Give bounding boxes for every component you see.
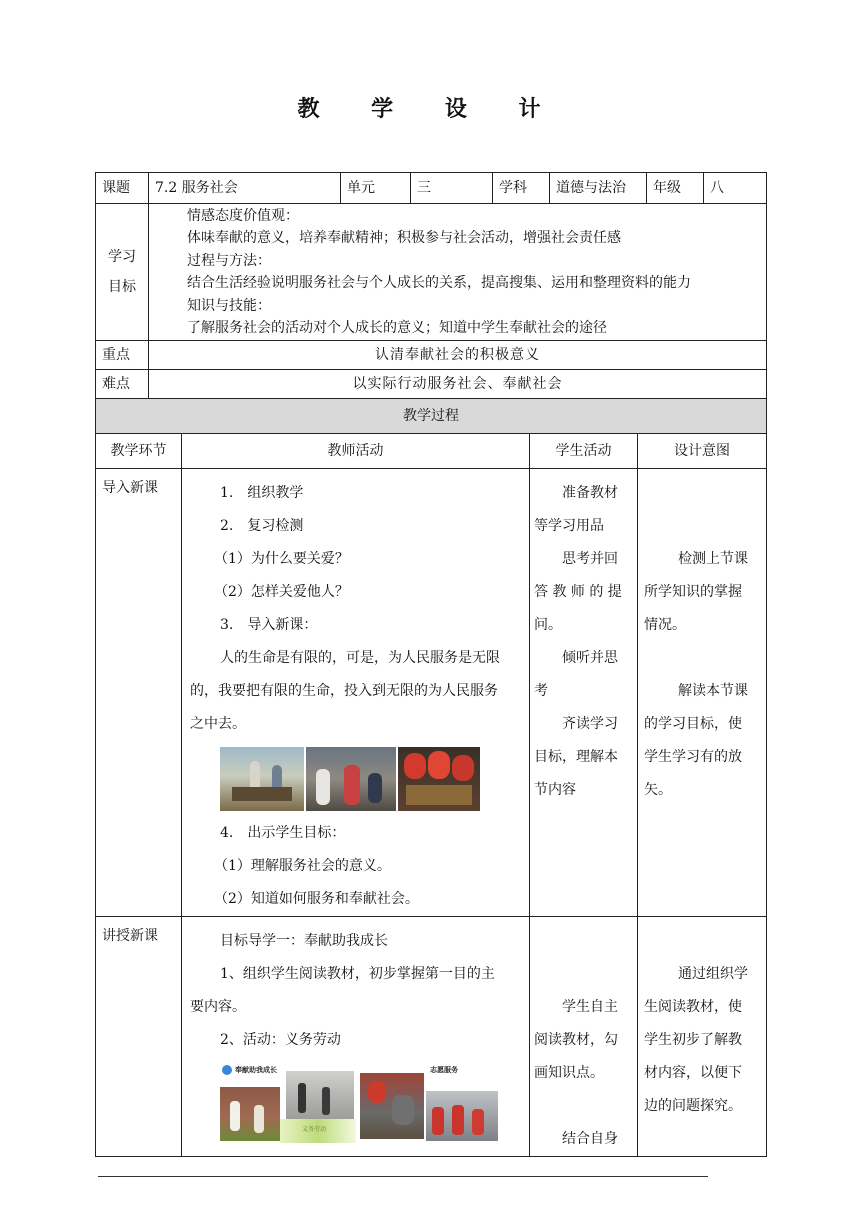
photo-subway-volunteers	[426, 1091, 498, 1141]
unit-label: 单元	[341, 173, 411, 204]
collage-caption-3: 义务劳动	[302, 1126, 327, 1133]
intent-line	[644, 925, 762, 958]
teacher-item: 4. 出示学生目标：	[220, 825, 346, 841]
difficulty-value: 以实际行动服务社会、奉献社会	[149, 370, 767, 399]
student-line: 学生自主	[562, 999, 618, 1015]
objective-line: 结合生活经验说明服务社会与个人成长的关系，提高搜集、运用和整理资料的能力	[187, 275, 691, 291]
intent-line: 所学知识的掌握	[644, 584, 742, 600]
blue-dot-icon	[222, 1065, 232, 1075]
stage-new-lesson: 讲授新课	[96, 917, 182, 1157]
teacher-activity-intro	[182, 469, 530, 917]
student-line	[534, 958, 633, 991]
subject-value: 道德与法治	[550, 173, 647, 204]
col-intent-header: 设计意图	[638, 434, 767, 469]
intent-line: 情况。	[644, 617, 686, 633]
student-line: 结合自身	[562, 1131, 618, 1147]
lesson-info-table	[95, 172, 767, 399]
grade-value: 八	[704, 173, 767, 204]
lesson-label: 课题	[96, 173, 149, 204]
footer-rule	[98, 1176, 708, 1177]
photo-tree-planting	[220, 747, 304, 811]
volunteer-photo-strip	[220, 747, 480, 811]
objective-line: 了解服务社会的活动对个人成长的意义；知道中学生奉献社会的途径	[187, 320, 607, 336]
teacher-item: （1）为什么要关爱？	[214, 551, 349, 567]
teacher-item: 1、组织学生阅读教材，初步掌握第一目的主	[220, 966, 495, 982]
intent-line: 边的问题探究。	[644, 1098, 742, 1114]
intent-line	[644, 510, 762, 543]
photo-street-sweeping	[286, 1071, 354, 1121]
student-line: 目标，理解本	[534, 749, 618, 765]
teacher-item: 3. 导入新课：	[220, 617, 318, 633]
intent-line: 材内容，以便下	[644, 1065, 742, 1081]
teacher-item: 2、活动：义务劳动	[220, 1032, 341, 1048]
teacher-item: 1. 组织教学	[220, 485, 304, 501]
teacher-item: 人的生命是有限的，可是，为人民服务是无限	[220, 650, 500, 666]
intent-line: 的学习目标，使	[644, 716, 742, 732]
intent-line: 学生学习有的放	[644, 749, 742, 765]
intent-line	[644, 477, 762, 510]
collage-badge	[220, 1063, 282, 1077]
unit-value: 三	[411, 173, 493, 204]
student-line	[534, 1090, 633, 1123]
student-line: 节内容	[534, 782, 576, 798]
process-heading: 教学过程	[96, 399, 767, 434]
photo-community-service	[306, 747, 396, 811]
key-point-label: 重点	[96, 341, 149, 370]
intent-line: 学生初步了解教	[644, 1032, 742, 1048]
subject-label: 学科	[493, 173, 550, 204]
collage-badge-2	[428, 1063, 498, 1077]
collage-caption-1: 奉献助我成长	[235, 1065, 277, 1074]
student-line: 问。	[534, 617, 562, 633]
teaching-process-table	[95, 398, 767, 1157]
student-line: 准备教材	[562, 485, 618, 501]
student-line: 阅读教材，勾	[534, 1032, 618, 1048]
teacher-item: 目标导学一：奉献助我成长	[220, 933, 388, 949]
student-line: 思考并回	[562, 551, 618, 567]
teacher-item: 2. 复习检测	[220, 518, 304, 534]
student-line: 等学习用品	[534, 518, 604, 534]
key-point-value: 认清奉献社会的积极意义	[149, 341, 767, 370]
intent-line: 生阅读教材，使	[644, 999, 742, 1015]
objectives-content	[149, 204, 767, 341]
student-activity-new-lesson	[530, 917, 638, 1157]
student-line: 画知识点。	[534, 1065, 604, 1081]
teacher-item: （2）怎样关爱他人？	[214, 584, 349, 600]
grade-label: 年级	[647, 173, 704, 204]
student-line	[534, 925, 633, 958]
design-intent-new-lesson	[638, 917, 767, 1157]
photo-leaves-banner	[280, 1119, 356, 1143]
student-line: 考	[534, 683, 548, 699]
objective-line: 知识与技能：	[187, 297, 271, 314]
objective-line: 过程与方法：	[187, 252, 271, 269]
teacher-activity-new-lesson	[182, 917, 530, 1157]
photo-volunteers-red	[398, 747, 480, 811]
intent-line	[644, 642, 762, 675]
student-activity-intro	[530, 469, 638, 917]
difficulty-label: 难点	[96, 370, 149, 399]
design-intent-intro	[638, 469, 767, 917]
intent-line: 通过组织学	[678, 966, 748, 982]
volunteer-collage	[220, 1063, 510, 1145]
collage-caption-2: 志愿服务	[430, 1065, 458, 1074]
col-student-header: 学生活动	[530, 434, 638, 469]
intent-line: 检测上节课	[678, 551, 748, 567]
objectives-label	[96, 204, 149, 341]
student-line: 倾听并思	[562, 650, 618, 666]
col-teacher-header: 教师活动	[182, 434, 530, 469]
teacher-item: 之中去。	[190, 716, 246, 732]
col-stage-header: 教学环节	[96, 434, 182, 469]
objectives-label-line2: 目标	[108, 279, 136, 295]
intent-line: 解读本节课	[678, 683, 748, 699]
photo-elderly-care	[360, 1073, 424, 1139]
student-line: 答 教 师 的 提	[534, 584, 622, 600]
teacher-item: 的，我要把有限的生命，投入到无限的为人民服务	[190, 683, 498, 699]
objective-line: 情感态度价值观：	[187, 207, 299, 224]
student-line: 齐读学习	[562, 716, 618, 732]
document-title: 教 学 设 计	[297, 97, 563, 122]
objective-line: 体味奉献的意义，培养奉献精神；积极参与社会活动，增强社会责任感	[187, 230, 621, 246]
objectives-label-line1: 学习	[108, 249, 136, 265]
teacher-item: （1）理解服务社会的意义。	[214, 858, 391, 874]
intent-line: 矢。	[644, 782, 672, 798]
photo-wall-painting	[220, 1087, 280, 1141]
lesson-value: 7.2 服务社会	[149, 173, 341, 204]
stage-intro: 导入新课	[96, 469, 182, 917]
teacher-item: 要内容。	[190, 999, 246, 1015]
teacher-item: （2）知道如何服务和奉献社会。	[214, 891, 419, 907]
